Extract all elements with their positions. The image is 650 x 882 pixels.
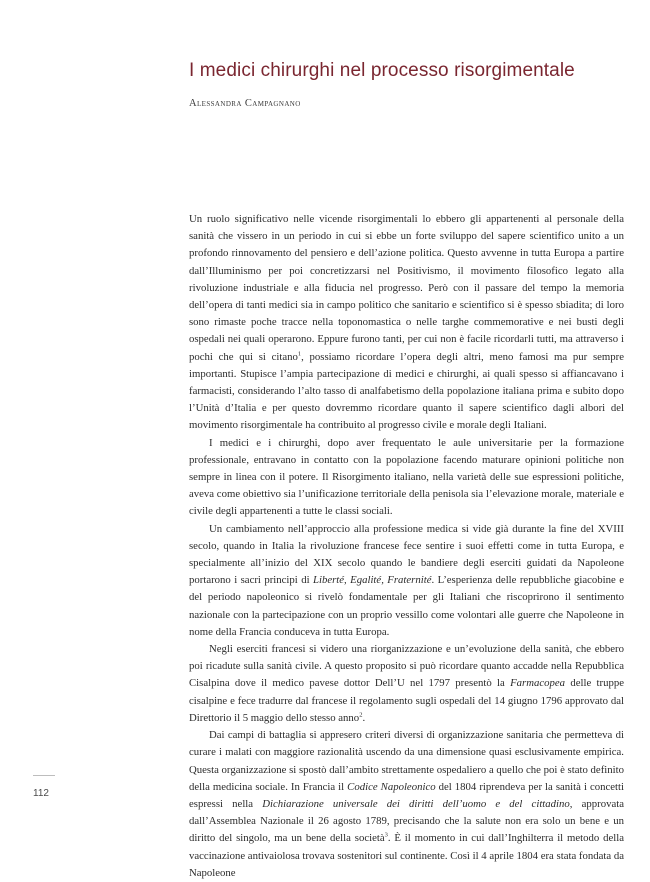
body-text-run: delle truppe cisalpine e fece tradurre dal francese il regolamento sugli ospedali del 14 giugno 1796 approvato dal Direttorio il 5 maggio dello stesso anno	[189, 677, 625, 724]
body-paragraph	[189, 211, 624, 435]
page-number: 112	[33, 788, 49, 799]
body-text-run: Negli eserciti francesi si videro una riorganizzazione e un’evoluzione della sanità, che ebbero poi ricadute sulla sanità civile. A questo proposito si può ricordare quanto accadde nella Repubblica Cisalpina dove il medico pavese dottor Dell’U nel 1797 presentò la	[189, 643, 624, 690]
body-text-run: Dai campi di battaglia si appresero criteri diversi di organizzazione sanitaria che permetteva di curare i malati con maggiore razionalità uscendo da una dimensione quasi esclusivamente empirica. Questa organizzazione si spostò dall’ambito strettamente ospedaliero a quello che poi è stato definito della medicina sociale. In Francia il	[189, 729, 624, 793]
body-text-run: , approvata dall’Assemblea Nazionale il 26 agosto 1789, precisando che la salute non era solo un bene e un diritto del singolo, ma un bene della società	[189, 797, 624, 845]
italic-text: Liberté, Egalité, Fraternité	[312, 574, 432, 587]
body-text-run: del 1804 riprendeva per la sanità i concetti espressi nella	[189, 780, 624, 810]
body-text-run: Un cambiamento nell’approccio alla professione medica si vide già durante la fine del XVIII secolo, quando in Italia la rivoluzione francese fece sentire i suoi effetti come in tutta Europa, e specialmente all’inizio del XIX secolo quando le bandiere degli eserciti guidati da Napoleone portarono i sacri principi di	[189, 522, 624, 587]
body-text-run: I medici e i chirurghi, dopo aver frequentato le aule universitarie per la formazione professionale, entravano in contatto con la popolazione facendo maturare opinioni politiche non sempre in linea con il potere. Il Risorgimento italiano, nella varietà delle sue espressioni politiche, aveva come obiettivo sia l’unificazione territoriale della penisola sia l’elevazione morale, materiale e civile degli appartenenti a tutte le classi sociali.	[189, 436, 624, 518]
article-title: I medici chirurghi nel processo risorgimentale	[189, 60, 575, 81]
italic-text: Codice Napoleonico	[347, 780, 436, 793]
body-text-run: .	[362, 711, 366, 724]
footnote-marker: 3	[384, 831, 388, 839]
body-paragraph	[189, 641, 624, 727]
footnote-marker: 1	[297, 350, 302, 358]
body-text-run: Un ruolo significativo nelle vicende risorgimentali lo ebbero gli appartenenti al personale della sanità che vissero in un periodo in cui si ebbe un forte sviluppo del sapere scientifico unito a un profondo rinnovamento del pensiero e dell’azione politica. Questo avvenne in tutta Europa a partire dall’Illuminismo per poi concretizzarsi nel Positivismo, il movimento filosofico legato alla rivoluzione industriale e alla fiducia nel progresso. Però con il passare del tempo la memoria dell’opera di tanti medici sia in campo politico che sanitario e scientifico si è spesso sbiadita; di loro sono rimaste poche tracce nella toponomastica o nelle targhe commemorative e nei busti degli ospedali nei quali operarono. Eppure furono tanti, per cui non è facile ricordarli tutti, ma attraverso i pochi che qui si citano	[189, 213, 624, 363]
body-text-run: . L’esperienza delle repubbliche giacobine e del periodo napoleonico si rivelò fondamentale per gli Italiani che riscoprirono il sentimento nazionale con la partecipazione con un proprio vessillo come volontari alle guerre che Napoleone in nome della Francia conduceva in tutta Europa.	[189, 574, 624, 638]
body-paragraph	[189, 727, 624, 882]
footnote-marker: 2	[359, 711, 363, 719]
article-body	[189, 211, 624, 882]
body-paragraph	[189, 435, 624, 521]
article-author: Alessandra Campagnano	[189, 98, 301, 109]
body-paragraph	[189, 521, 624, 641]
italic-text: Farmacopea	[510, 677, 566, 690]
body-text-run: , possiamo ricordare l’opera degli altri, meno famosi ma pur sempre importanti. Stupisce l’ampia partecipazione di medici e chirurghi, ai quali spesso si affiancavano i farmacisti, considerando l’alto tasso di analfabetismo della popolazione italiana prima e subito dopo l’Unità d’Italia e per questo dovremmo ricordare quanto il sapere scientifico dagli albori del movimento risorgimentale ha contribuito al progresso civile e morale degli Italiani.	[189, 350, 624, 432]
footer-rule	[33, 775, 55, 776]
italic-text: Dichiarazione universale dei diritti dell’uomo e del cittadino	[262, 797, 570, 810]
body-text-run: . È il momento in cui dall’Inghilterra il metodo della vaccinazione antivaiolosa trovava sostenitori sul continente. Così il 4 aprile 1804 era stata fondata da Napoleone	[189, 832, 624, 879]
